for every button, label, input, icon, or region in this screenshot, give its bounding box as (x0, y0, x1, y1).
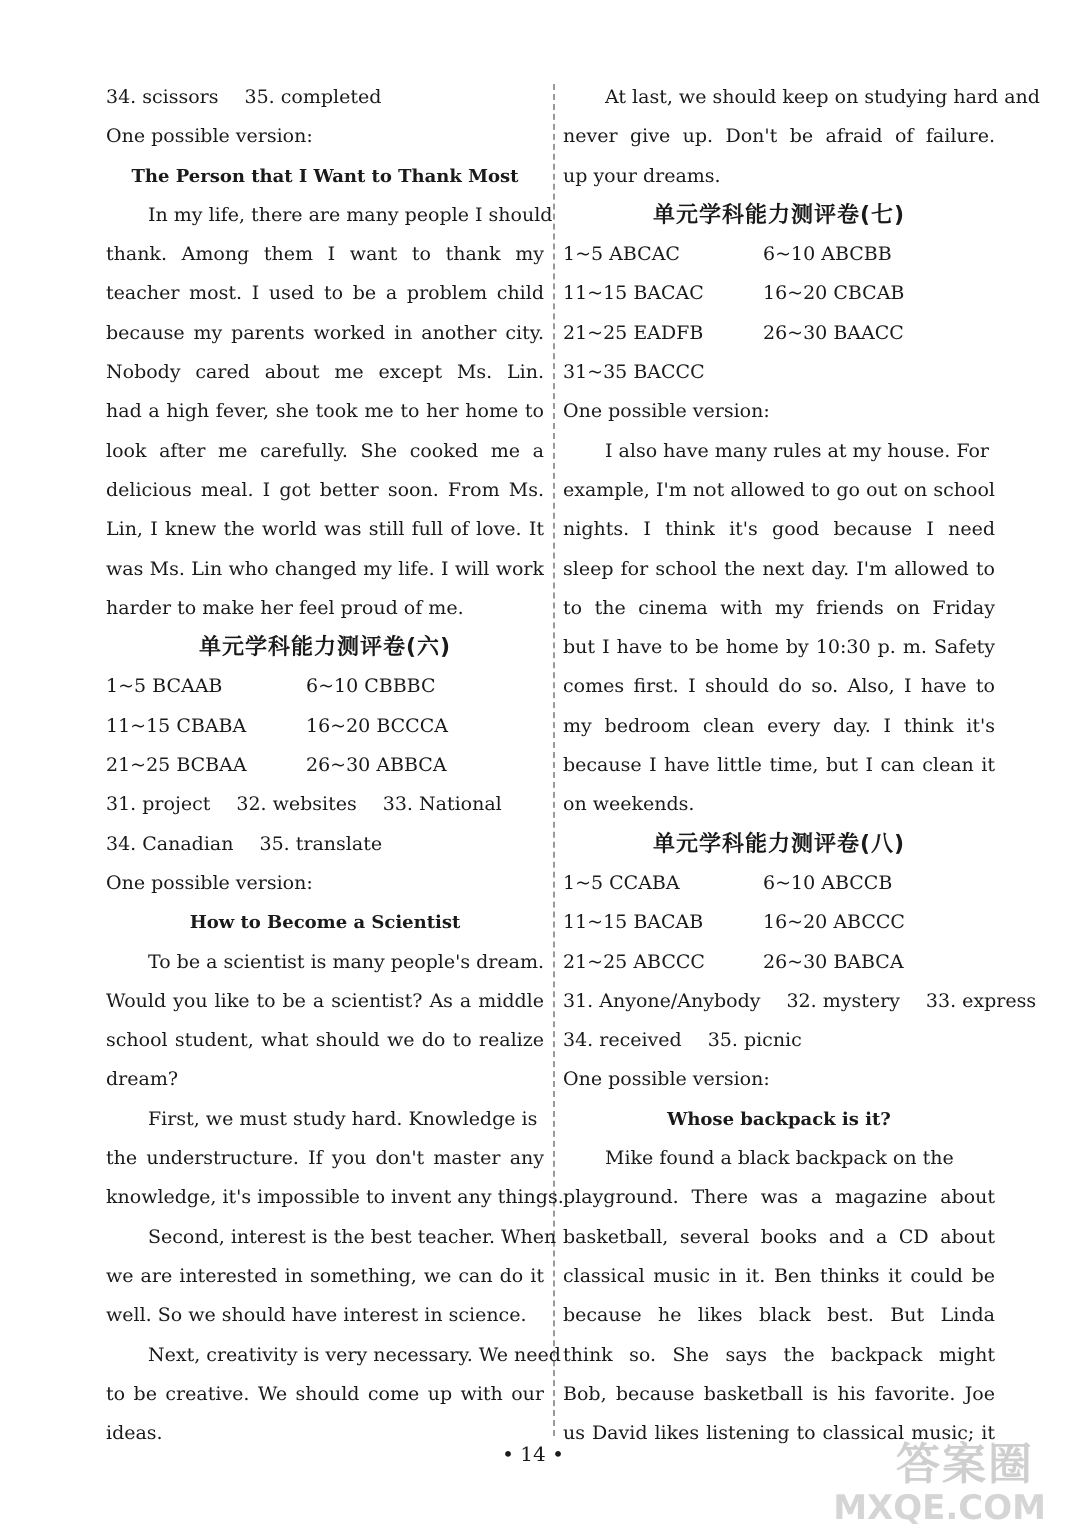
text-line: One possible version: (106, 125, 313, 148)
page-number: • 14 • (502, 1442, 564, 1466)
text-line: my bedroom clean every day. I think it's (563, 714, 995, 737)
text-line: school student, what should we do to realize (106, 1029, 544, 1052)
text-line: harder to make her feel proud of me. (106, 596, 464, 619)
answer-item: 34. Canadian (106, 832, 234, 855)
essay-title: The Person that I Want to Thank Most (131, 165, 519, 187)
text-line: never give up. Don't be afraid of failure. (563, 125, 995, 148)
answer-item: 21~25 BCBAA (106, 754, 247, 777)
text-line: look after me carefully. She cooked me a (106, 439, 544, 462)
text-line: example, I'm not allowed to go out on school (563, 478, 995, 501)
text-line: think so. She says the backpack might (563, 1343, 995, 1366)
text-line: had a high fever, she took me to her home to (106, 400, 544, 423)
paragraph-start: Mike found a black backpack on the (605, 1147, 954, 1170)
answer-row (106, 746, 544, 785)
text-line: ideas. (106, 1422, 163, 1445)
answer-item: 1~5 BCAAB (106, 675, 223, 698)
answer-item: 21~25 EADFB (563, 321, 704, 344)
text-line: knowledge, it's impossible to invent any things. (106, 1186, 564, 1209)
text-line: thank. Among them I want to thank my (106, 243, 544, 266)
paragraph-start: First, we must study hard. Knowledge is (148, 1107, 538, 1130)
text-line: Lin, I knew the world was still full of love. It (106, 518, 544, 541)
text-line: we are interested in something, we can do it (106, 1264, 544, 1287)
text-line: Nobody cared about me except Ms. Lin. (106, 361, 544, 384)
answer-item: 6~10 ABCBB (763, 243, 892, 266)
answer-row (563, 274, 995, 313)
answer-item: 35. completed (244, 86, 382, 108)
text-line: sleep for school the next day. I'm allowed to (563, 557, 995, 580)
answer-row (563, 235, 995, 274)
answer-item: 16~20 ABCCC (763, 911, 905, 934)
text-line: Would you like to be a scientist? As a middle (106, 989, 544, 1012)
answer-item: 16~20 CBCAB (763, 282, 905, 305)
answer-item: 35. picnic (707, 1029, 802, 1052)
text-line: on weekends. (563, 793, 695, 816)
answer-item: 35. translate (259, 832, 383, 855)
text-line: us David likes listening to classical music; it (563, 1422, 995, 1445)
text-line: classical music in it. Ben thinks it could be (563, 1264, 995, 1287)
answer-words (106, 78, 544, 117)
text-line: 31~35 BACCC (563, 361, 705, 384)
text-line: to be creative. We should come up with our (106, 1382, 544, 1405)
answer-item: 11~15 BACAB (563, 911, 704, 934)
text-line: up your dreams. (563, 164, 721, 187)
answer-words (563, 1021, 995, 1060)
text-line: comes first. I should do so. Also, I have to (563, 675, 995, 698)
text-line: was Ms. Lin who changed my life. I will work (106, 557, 544, 580)
paragraph-start: To be a scientist is many people's dream. (148, 950, 545, 973)
answer-item: 1~5 ABCAC (563, 243, 680, 266)
answer-row (563, 903, 995, 942)
answer-item: 31. project (106, 793, 211, 816)
text-line: because I have little time, but I can clean it (563, 754, 995, 777)
right-column (563, 78, 1040, 1453)
watermark-url: MXQE.COM (833, 1488, 1046, 1528)
answer-item: 21~25 ABCCC (563, 950, 705, 973)
text-line: to the cinema with my friends on Friday (563, 596, 995, 619)
section-title: 单元学科能力测评卷(七) (652, 202, 906, 228)
paragraph-start: I also have many rules at my house. For (605, 439, 989, 462)
text-line: One possible version: (106, 871, 313, 894)
answer-row (106, 667, 544, 706)
section-title: 单元学科能力测评卷(八) (652, 831, 906, 857)
answer-item: 31. Anyone/Anybody (563, 989, 761, 1012)
answer-words (106, 785, 544, 824)
answer-item: 6~10 CBBBC (306, 675, 436, 698)
answer-item: 32. websites (236, 793, 357, 816)
answer-row (563, 314, 995, 353)
text-line: the understructure. If you don't master any (106, 1147, 544, 1170)
answer-item: 33. express (925, 989, 1037, 1012)
text-line: nights. I think it's good because I need (563, 518, 995, 541)
text-line: basketball, several books and a CD about (563, 1225, 995, 1248)
paragraph-start: Second, interest is the best teacher. When (148, 1225, 557, 1248)
answer-words (563, 982, 1037, 1021)
answer-item: 26~30 ABBCA (306, 754, 447, 777)
text-line: but I have to be home by 10:30 p. m. Safety (563, 636, 995, 659)
answer-item: 33. National (382, 793, 502, 816)
answer-item: 16~20 BCCCA (306, 714, 448, 737)
paragraph-start: In my life, there are many people I should (148, 203, 553, 226)
answer-item: 6~10 ABCCB (763, 871, 893, 894)
answer-item: 1~5 CCABA (563, 871, 680, 894)
answer-item: 26~30 BABCA (763, 950, 904, 973)
answer-item: 34. received (563, 1029, 682, 1052)
text-line: because my parents worked in another city. (106, 321, 544, 344)
answer-item: 11~15 BACAC (563, 282, 704, 305)
essay-title: Whose backpack is it? (667, 1108, 891, 1130)
answer-item: 11~15 CBABA (106, 714, 247, 737)
answer-item: 34. scissors (106, 86, 219, 108)
section-title: 单元学科能力测评卷(六) (198, 635, 452, 661)
text-line: because he likes black best. But Linda (563, 1304, 995, 1327)
answer-row (563, 864, 995, 903)
text-line: One possible version: (563, 1068, 770, 1091)
text-line: playground. There was a magazine about (563, 1186, 995, 1209)
essay-title: How to Become a Scientist (189, 912, 461, 934)
text-line: well. So we should have interest in science. (106, 1304, 527, 1327)
answer-item: 26~30 BAACC (763, 321, 904, 344)
answer-words (106, 825, 544, 864)
answer-row (106, 707, 544, 746)
text-line: delicious meal. I got better soon. From Ms. (106, 478, 544, 501)
watermark-logo (824, 1428, 1054, 1528)
answer-item: 32. mystery (786, 989, 900, 1012)
paragraph-start: Next, creativity is very necessary. We need (148, 1343, 561, 1366)
left-column (106, 78, 564, 1453)
text-line: Bob, because basketball is his favorite. Joe (563, 1382, 995, 1405)
text-line: teacher most. I used to be a problem child (106, 282, 544, 305)
text-line: One possible version: (563, 400, 770, 423)
watermark-logo-text: 答案圈 (896, 1439, 1034, 1490)
answer-row (563, 943, 995, 982)
text-line: dream? (106, 1068, 179, 1091)
paragraph-start: At last, we should keep on studying hard and (605, 86, 1040, 108)
